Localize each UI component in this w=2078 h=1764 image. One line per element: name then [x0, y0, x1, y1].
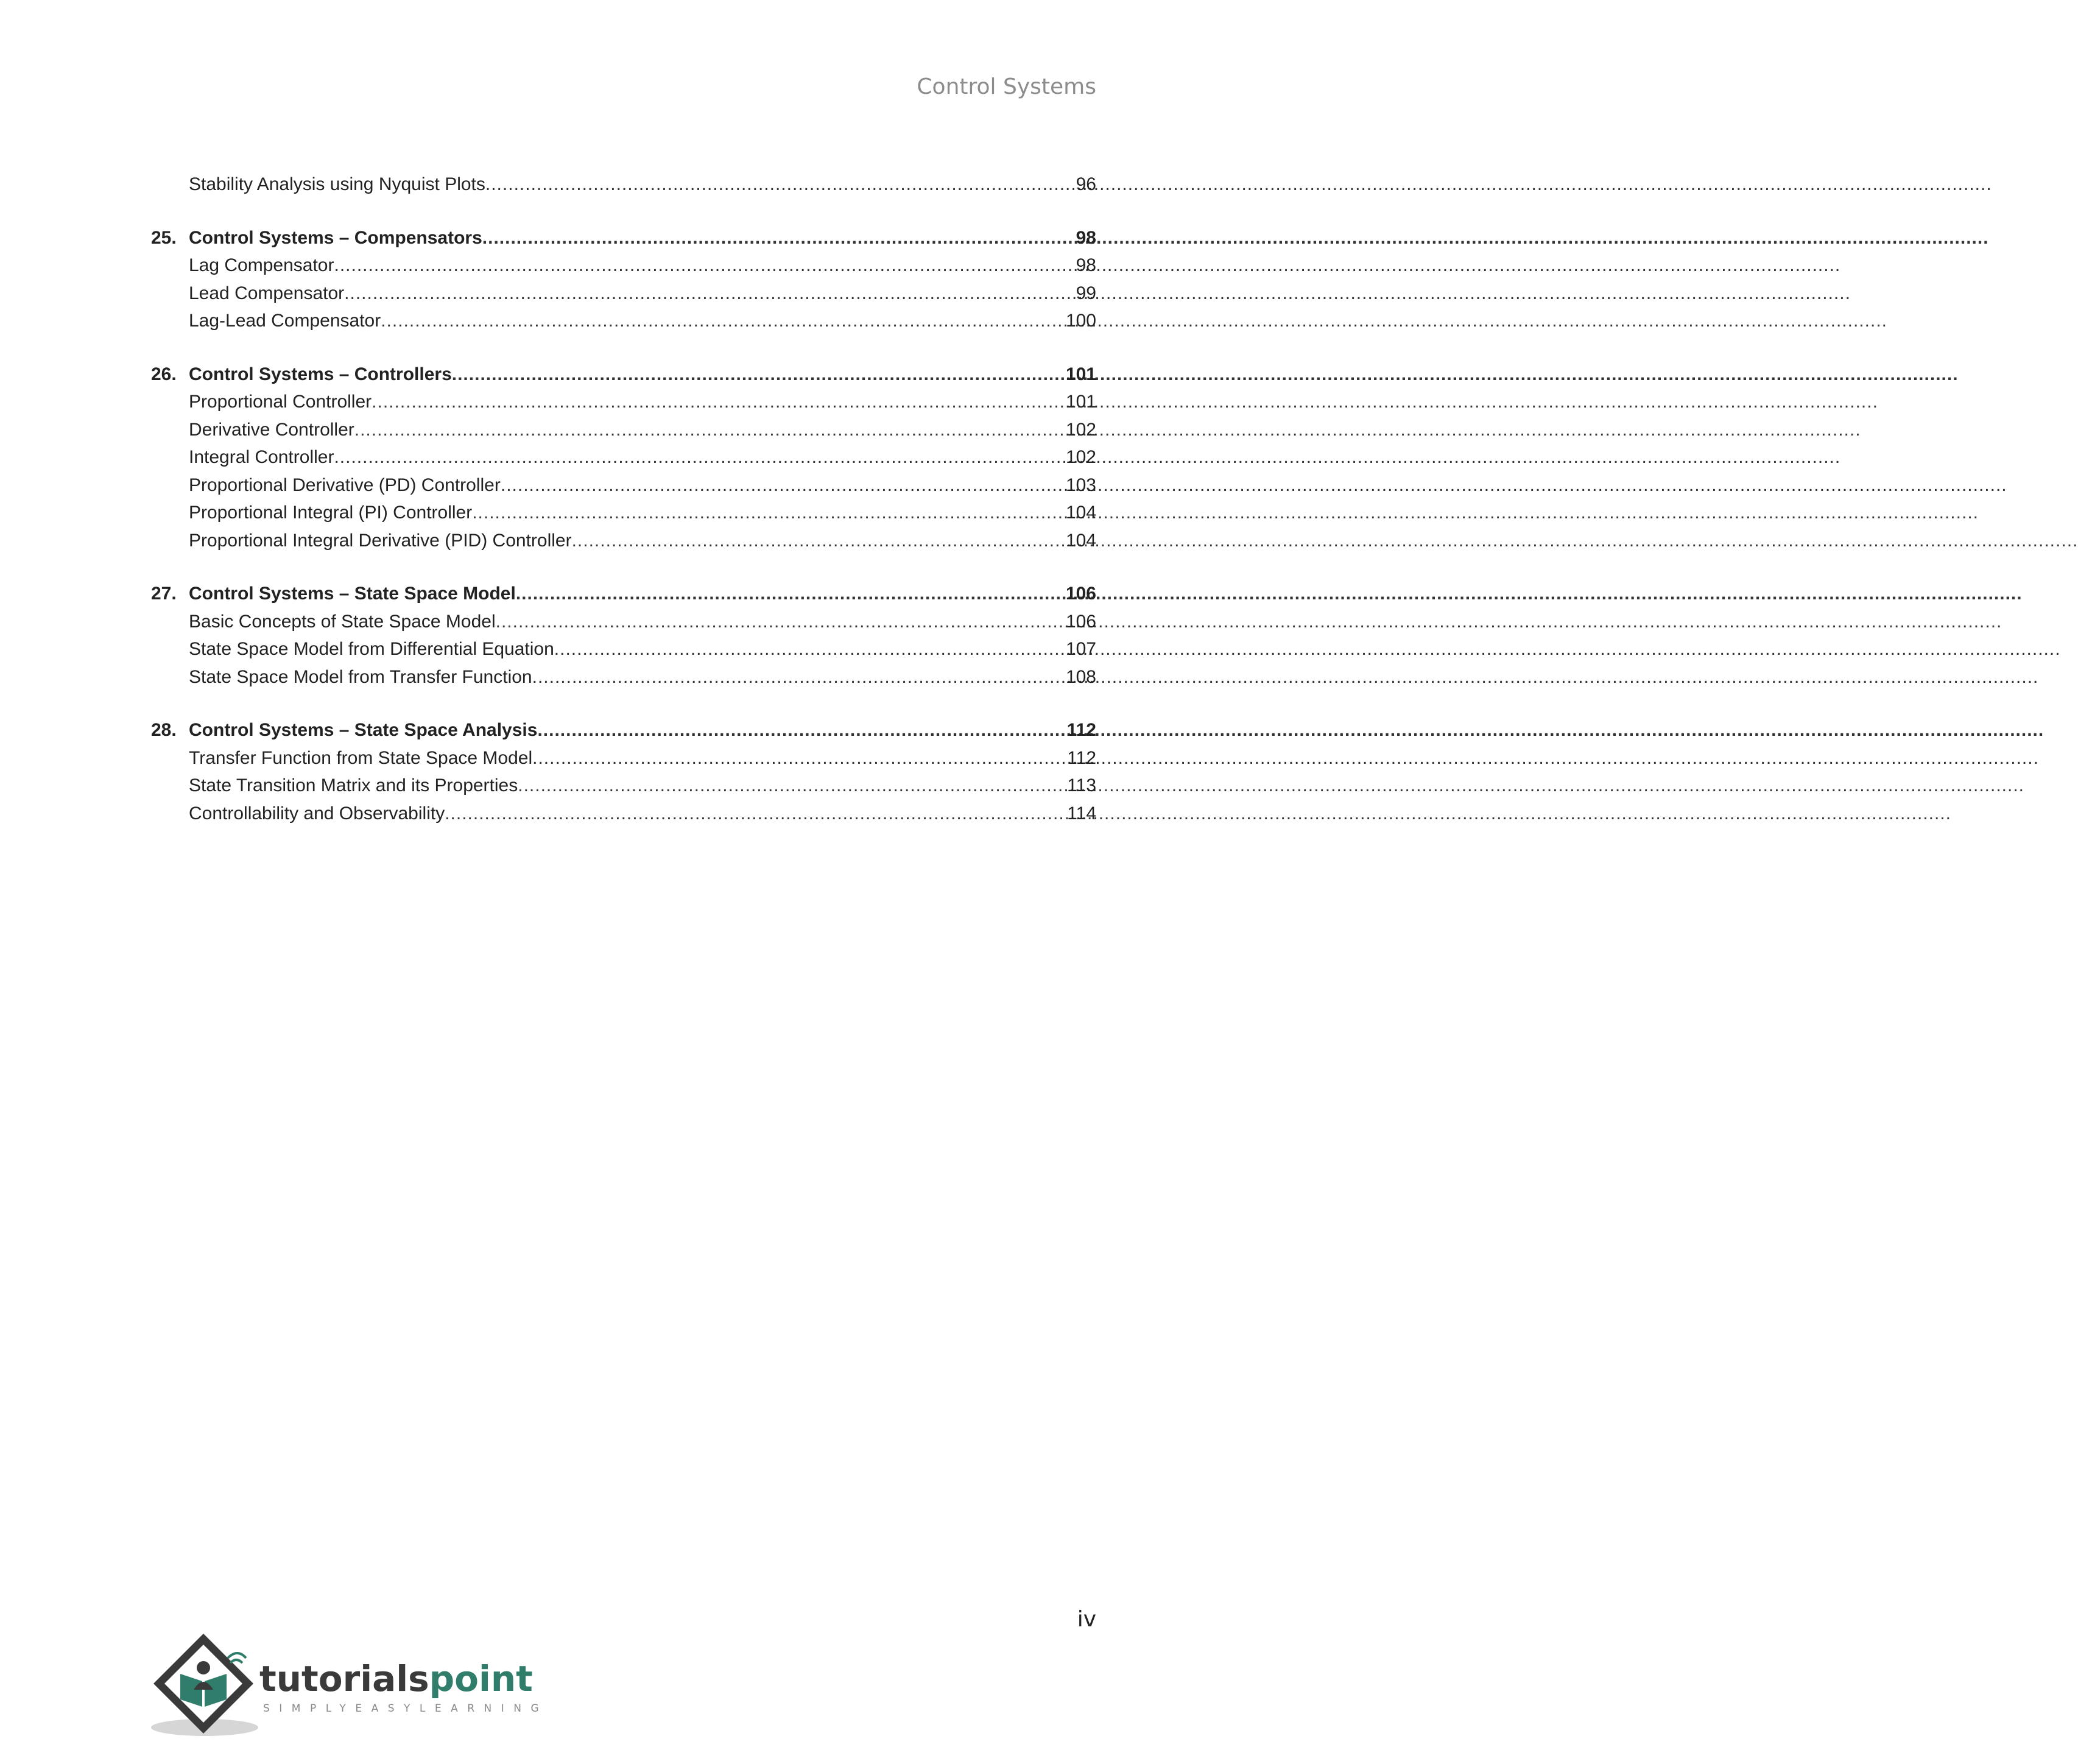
- entry-title: Derivative Controller: [189, 419, 354, 440]
- entry-page-number: 113: [1067, 775, 1096, 796]
- entry-page-number: 102: [1065, 419, 1096, 440]
- entry-title: State Transition Matrix and its Properties: [189, 775, 518, 796]
- entry-page-number: 101: [1065, 364, 1096, 384]
- dot-leader: [472, 499, 1065, 527]
- chapter-number: 26.: [151, 364, 177, 384]
- toc-section-entry[interactable]: [151, 527, 1096, 555]
- toc-section-entry[interactable]: [151, 772, 1096, 800]
- toc-chapter-entry[interactable]: [151, 224, 1096, 252]
- chapter-number: 25.: [151, 227, 177, 248]
- dot-leader: [381, 307, 1065, 335]
- chapter-number: 28.: [151, 720, 177, 740]
- toc-section-entry[interactable]: [151, 252, 1096, 280]
- entry-title: Control Systems – Compensators: [189, 227, 482, 248]
- dot-leader: [532, 663, 1065, 691]
- entry-title: Basic Concepts of State Space Model: [189, 611, 496, 632]
- entry-title: Lag Compensator: [189, 255, 334, 275]
- toc-section-entry[interactable]: [151, 800, 1096, 828]
- dot-leader: [516, 580, 1065, 608]
- logo-person-head: [197, 1661, 210, 1674]
- toc-section-entry[interactable]: [151, 499, 1096, 527]
- entry-page-number: 112: [1066, 720, 1096, 740]
- toc-chapter-entry[interactable]: [151, 361, 1096, 389]
- entry-title: State Space Model from Differential Equation: [189, 639, 554, 659]
- logo-text-accent: point: [429, 1658, 533, 1699]
- toc-section-entry[interactable]: [151, 635, 1096, 663]
- logo-tagline: SIMPLYEASYLEARNING: [263, 1702, 549, 1715]
- toc-section-entry[interactable]: [151, 663, 1096, 691]
- entry-title: Proportional Derivative (PD) Controller: [189, 475, 501, 495]
- entry-title: Stability Analysis using Nyquist Plots: [189, 174, 485, 194]
- entry-title: Proportional Controller: [189, 392, 372, 412]
- entry-page-number: 96: [1076, 174, 1096, 194]
- dot-leader: [485, 171, 1075, 199]
- toc-section-entry[interactable]: [151, 744, 1096, 772]
- logo-text-main: tutorials: [259, 1658, 429, 1699]
- dot-leader: [372, 388, 1065, 416]
- dot-leader: [554, 635, 1065, 663]
- dot-leader: [344, 280, 1074, 308]
- entry-page-number: 112: [1067, 747, 1096, 768]
- dot-leader: [354, 416, 1065, 444]
- dot-leader: [537, 716, 1065, 744]
- entry-page-number: 101: [1065, 392, 1096, 412]
- entry-title: Control Systems – State Space Model: [189, 584, 516, 604]
- entry-title: Lead Compensator: [189, 283, 345, 303]
- entry-page-number: 106: [1065, 611, 1096, 632]
- entry-title: Transfer Function from State Space Model: [189, 747, 533, 768]
- page-number: iv: [1077, 1607, 1096, 1632]
- entry-page-number: 107: [1065, 639, 1096, 659]
- entry-page-number: 106: [1065, 584, 1096, 604]
- dot-leader: [452, 361, 1065, 389]
- entry-title: Control Systems – Controllers: [189, 364, 452, 384]
- logo-wifi-arcs: [228, 1653, 246, 1663]
- toc-chapter-entry[interactable]: [151, 716, 1096, 744]
- entry-page-number: 104: [1065, 503, 1096, 523]
- entry-page-number: 102: [1065, 447, 1096, 467]
- entry-title: Control Systems – State Space Analysis: [189, 720, 538, 740]
- dot-leader: [572, 527, 1065, 555]
- toc-section-entry[interactable]: [151, 608, 1096, 636]
- entry-page-number: 104: [1065, 530, 1096, 551]
- toc-section-entry[interactable]: [151, 171, 1096, 199]
- entry-title: Proportional Integral (PI) Controller: [189, 503, 473, 523]
- entry-page-number: 98: [1076, 255, 1096, 275]
- entry-page-number: 99: [1076, 283, 1096, 303]
- toc-section-entry[interactable]: [151, 471, 1096, 499]
- entry-title: Proportional Integral Derivative (PID) Controller: [189, 530, 572, 551]
- entry-title: Lag-Lead Compensator: [189, 311, 381, 331]
- toc-section-entry[interactable]: [151, 443, 1096, 471]
- toc-section-entry[interactable]: [151, 416, 1096, 444]
- tutorialspoint-logo: [150, 1631, 549, 1741]
- entry-page-number: 98: [1076, 227, 1096, 248]
- entry-page-number: 100: [1065, 311, 1096, 331]
- entry-page-number: 103: [1065, 475, 1096, 495]
- toc-section-entry[interactable]: [151, 280, 1096, 308]
- dot-leader: [496, 608, 1065, 636]
- entry-title: Controllability and Observability: [189, 803, 445, 824]
- dot-leader: [334, 252, 1074, 280]
- toc-chapter-entry[interactable]: [151, 580, 1096, 608]
- dot-leader: [482, 224, 1075, 252]
- entry-title: State Space Model from Transfer Function: [189, 666, 532, 687]
- entry-page-number: 114: [1067, 803, 1096, 824]
- dot-leader: [334, 443, 1064, 471]
- dot-leader: [445, 800, 1066, 828]
- entry-page-number: 108: [1065, 666, 1096, 687]
- dot-leader: [532, 744, 1066, 772]
- running-header: Control Systems: [917, 74, 1096, 99]
- entry-title: Integral Controller: [189, 447, 334, 467]
- table-of-contents: [151, 171, 1096, 827]
- svg-text:tutorialspoint: [259, 1658, 533, 1699]
- chapter-number: 27.: [151, 584, 177, 604]
- dot-leader: [501, 471, 1065, 499]
- dot-leader: [518, 772, 1066, 800]
- toc-section-entry[interactable]: [151, 307, 1096, 335]
- toc-section-entry[interactable]: [151, 388, 1096, 416]
